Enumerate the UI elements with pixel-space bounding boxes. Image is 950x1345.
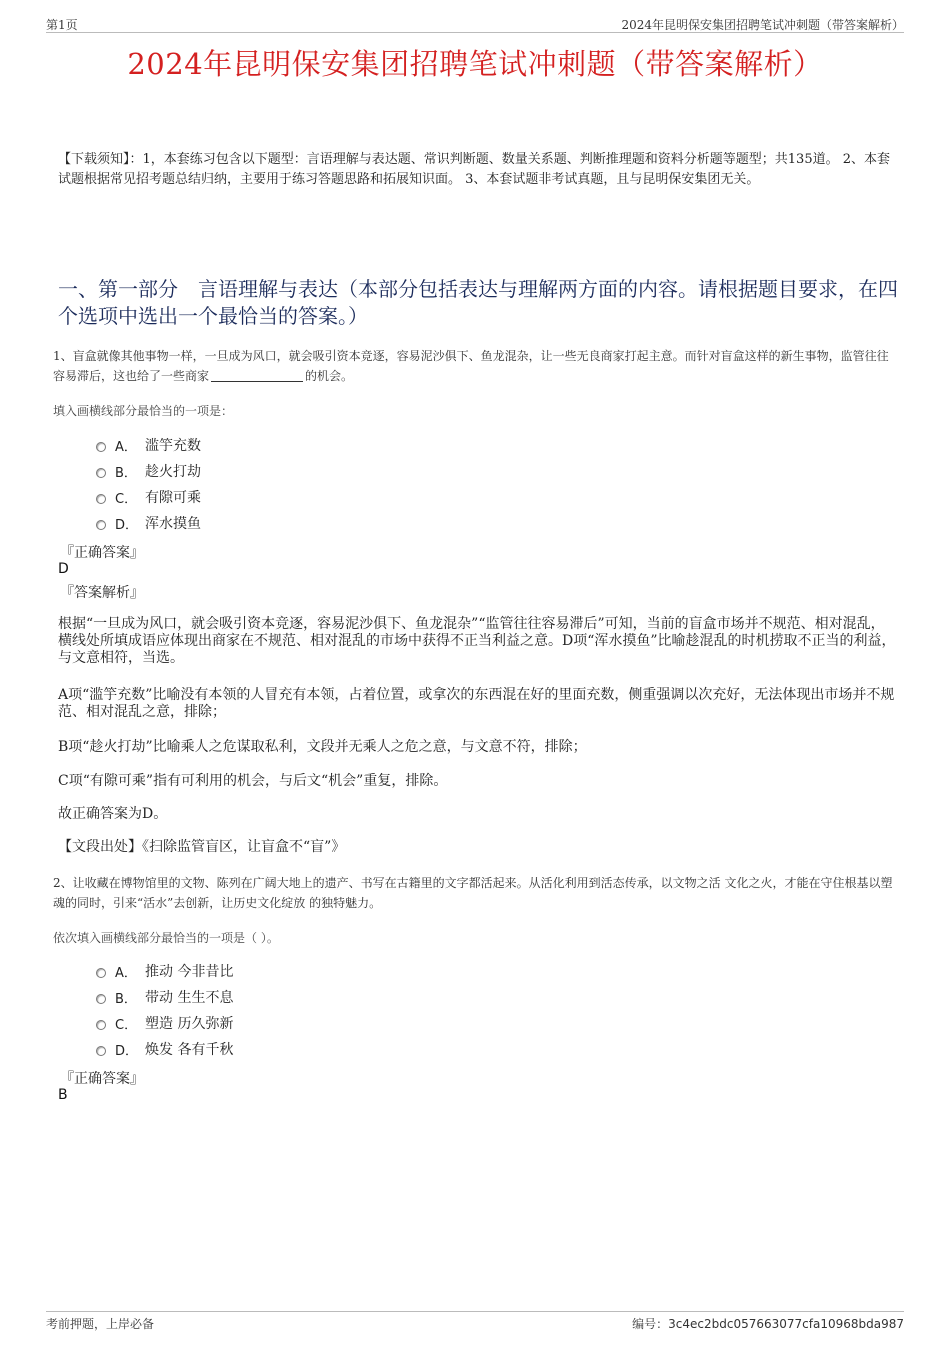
page-number: 第1页 [46,18,78,32]
radio-icon[interactable] [96,494,106,504]
radio-icon[interactable] [96,442,106,452]
analysis-paragraph: B项“趁火打劫”比喻乘人之危谋取私利，文段并无乘人之危之意，与文意不符，排除； [58,739,587,755]
question-2-answer: B [58,1087,68,1103]
source-paragraph: 【文段出处】《扫除监管盲区，让盲盒不“盲”》 [58,839,346,855]
footer-code: 编号：3c4ec2bdc057663077cfa10968bda987 [632,1317,904,1331]
question-2-options [96,958,233,1062]
download-notice: 【下载须知】：1，本套练习包含以下题型：言语理解与表达题、常识判断题、数量关系题、判断推理题和资料分析题等题型；共135道。 2、本套试题根据常见招考题总结归纳，主要用于练习答题思路和拓展知识面。 3、本套试题非考试真题，且与昆明保安集团无关。 [58,152,890,187]
page-footer [46,1311,904,1334]
page-title: 2024年昆明保安集团招聘笔试冲刺题（带答案解析） [127,47,823,81]
question-2-prompt: 依次填入画横线部分最恰当的一项是（ ）。 [53,931,279,945]
question-2-option-d[interactable]: D． 焕发 各有千秋 [96,1036,233,1062]
question-2-option-c[interactable]: C． 塑造 历久弥新 [96,1010,233,1036]
answer-blank [211,369,303,382]
page-header [46,14,904,33]
question-1-options [96,432,201,536]
question-2-option-b[interactable]: B． 带动 生生不息 [96,984,233,1010]
question-1-text-a: 1、盲盒就像其他事物一样，一旦成为风口，就会吸引资本竞逐，容易泥沙俱下、鱼龙混杂，让一些无良商家打起主意。而针对盲盒这样的新生事物，监管往往容易滞后，这也给了一些商家 [53,349,889,383]
question-1-text [53,346,899,386]
question-1-option-a[interactable]: A． 滥竽充数 [96,432,201,458]
section-title: 一、第一部分 言语理解与表达（本部分包括表达与理解两方面的内容。请根据题目要求，在四个选项中选出一个最恰当的答案。） [58,277,898,328]
question-2-answer-label: 『正确答案』 [60,1071,144,1087]
radio-icon[interactable] [96,994,106,1004]
radio-icon[interactable] [96,1020,106,1030]
question-1-text-b: 的机会。 [305,369,354,383]
header-doc-title: 2024年昆明保安集团招聘笔试冲刺题（带答案解析） [621,18,904,32]
question-1-analysis-label: 『答案解析』 [60,585,144,601]
analysis-paragraph: 根据“一旦成为风口，就会吸引资本竞逐，容易泥沙俱下、鱼龙混杂”“监管往往容易滞后”可知，当前的盲盒市场并不规范、相对混乱，横线处所填成语应体现出商家在不规范、相对混乱的市场中获得不正当利益之意。D项“浑水摸鱼”比喻趁混乱的时机捞取不正当的利益，与文意相符，当选。 [58,616,896,666]
radio-icon[interactable] [96,520,106,530]
radio-icon[interactable] [96,468,106,478]
question-1-answer: D [58,561,69,577]
question-1-answer-label: 『正确答案』 [60,545,144,561]
radio-icon[interactable] [96,1046,106,1056]
analysis-paragraph: A项“滥竽充数”比喻没有本领的人冒充有本领，占着位置，或拿次的东西混在好的里面充数，侧重强调以次充好，无法体现出市场并不规范、相对混乱之意，排除； [58,687,895,720]
footer-slogan: 考前押题，上岸必备 [46,1317,155,1331]
question-2-option-a[interactable]: A． 推动 今非昔比 [96,958,233,984]
question-1-prompt: 填入画横线部分最恰当的一项是： [53,404,234,418]
analysis-paragraph: 故正确答案为D。 [58,806,168,822]
question-1-option-b[interactable]: B． 趁火打劫 [96,458,201,484]
radio-icon[interactable] [96,968,106,978]
analysis-paragraph: C项“有隙可乘”指有可利用的机会，与后文“机会”重复，排除。 [58,773,448,789]
question-2-text: 2、让收藏在博物馆里的文物、陈列在广阔大地上的遗产、书写在古籍里的文字都活起来。从活化利用到活态传承，以文物之活 文化之火，才能在守住根基以塑魂的同时，引来“活水”去创新，让历史文化绽放 的独特魅力。 [53,876,893,910]
question-1-option-d[interactable]: D． 浑水摸鱼 [96,510,201,536]
question-1-option-c[interactable]: C． 有隙可乘 [96,484,201,510]
